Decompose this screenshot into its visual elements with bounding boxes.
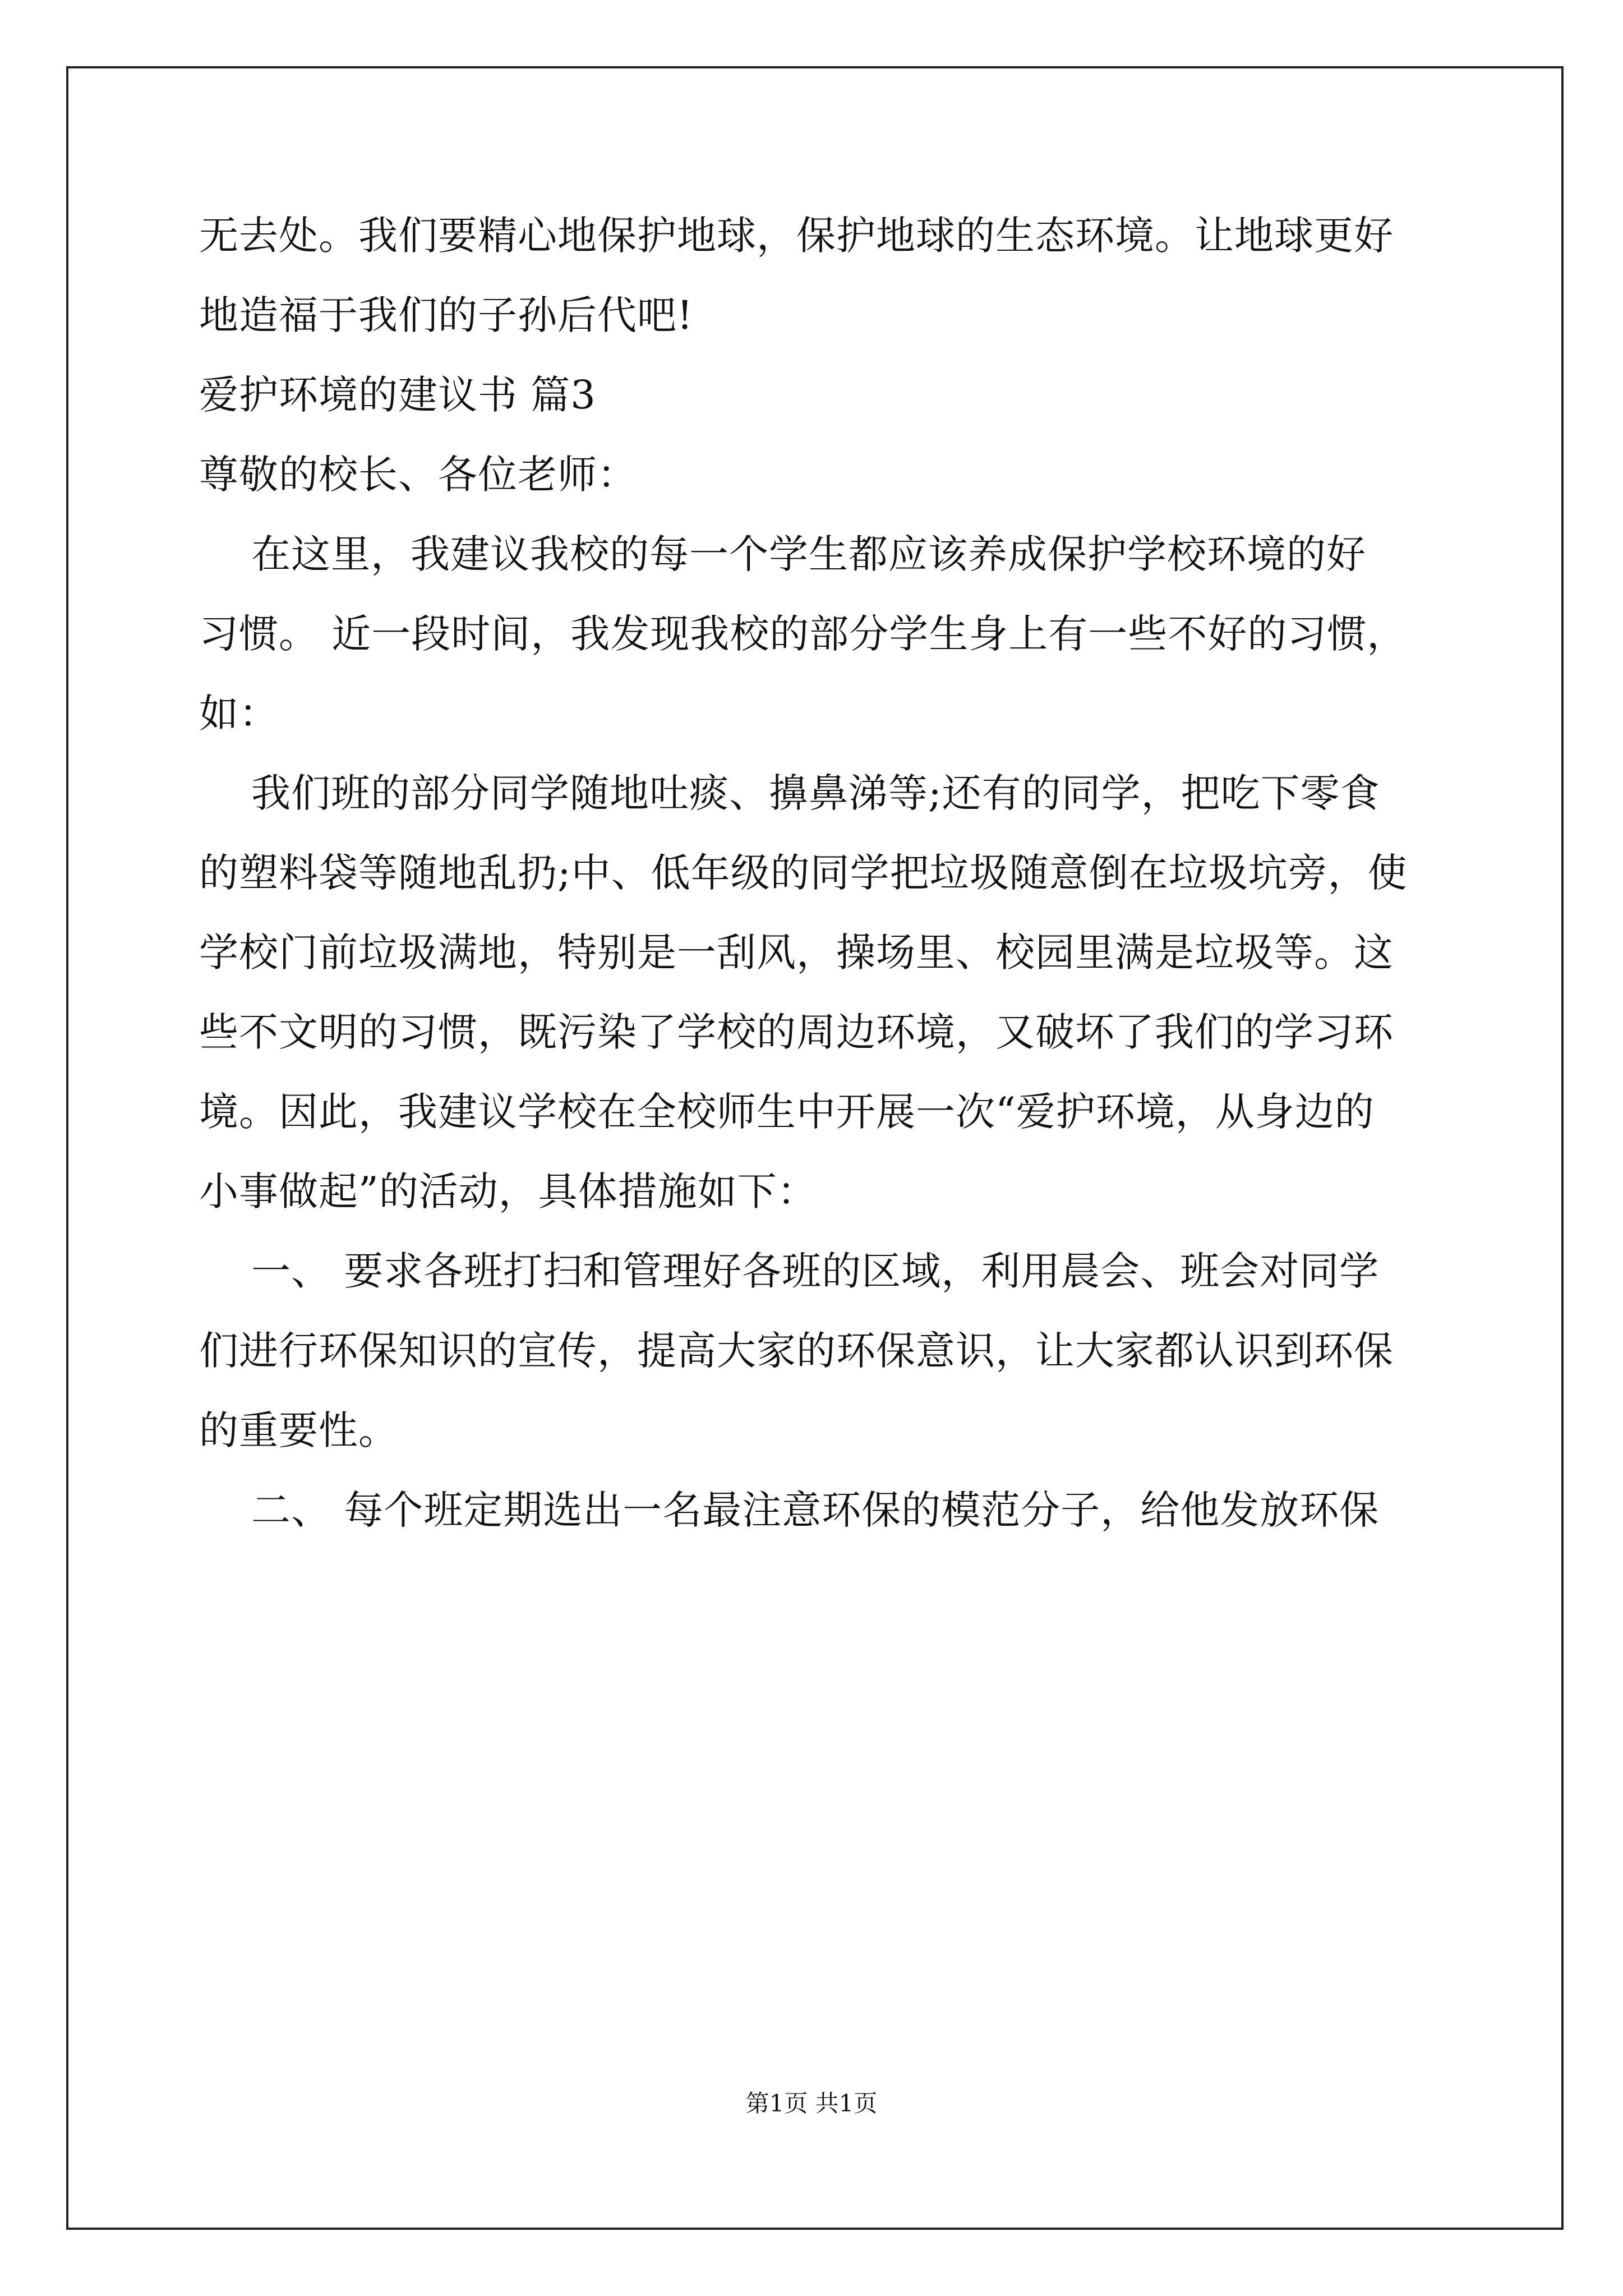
text-line: 的塑料袋等随地乱扔;中、低年级的同学把垃圾随意倒在垃圾坑旁，使 [199, 850, 1408, 896]
text-line: 境。因此，我建议学校在全校师生中开展一次“爱护环境，从身边的 [199, 1089, 1375, 1135]
text-line: 我们班的部分同学随地吐痰、擤鼻涕等;还有的同学，把吃下零食 [199, 770, 1380, 816]
text-line: 的重要性。 [199, 1407, 398, 1453]
text-line: 地造福于我们的子孙后代吧! [199, 292, 694, 338]
text-line: 无去处。我们要精心地保护地球，保护地球的生态环境。让地球更好 [199, 213, 1394, 259]
text-line: 如： [199, 691, 279, 737]
text-line: 学校门前垃圾满地，特别是一刮风，操场里、校园里满是垃圾等。这 [199, 930, 1394, 976]
text-line: 习惯。 近一段时间，我发现我校的部分学生身上有一些不好的习惯， [199, 611, 1407, 657]
text-line: 们进行环保知识的宣传，提高大家的环保意识，让大家都认识到环保 [199, 1328, 1394, 1374]
text-line: 些不文明的习惯，既污染了学校的周边环境，又破坏了我们的学习环 [199, 1009, 1394, 1055]
page-number-footer: 第1页 共1页 [745, 2090, 878, 2117]
section-heading: 爱护环境的建议书 篇3 [199, 372, 596, 418]
text-line: 在这里，我建议我校的每一个学生都应该养成保护学校环境的好 [199, 531, 1367, 577]
list-item: 二、 每个班定期选出一名最注意环保的模范分子，给他发放环保 [199, 1487, 1380, 1533]
text-line: 小事做起”的活动，具体措施如下： [199, 1168, 817, 1214]
list-item: 一、 要求各班打扫和管理好各班的区域，利用晨会、班会对同学 [199, 1248, 1380, 1294]
salutation: 尊敬的校长、各位老师： [199, 452, 637, 498]
